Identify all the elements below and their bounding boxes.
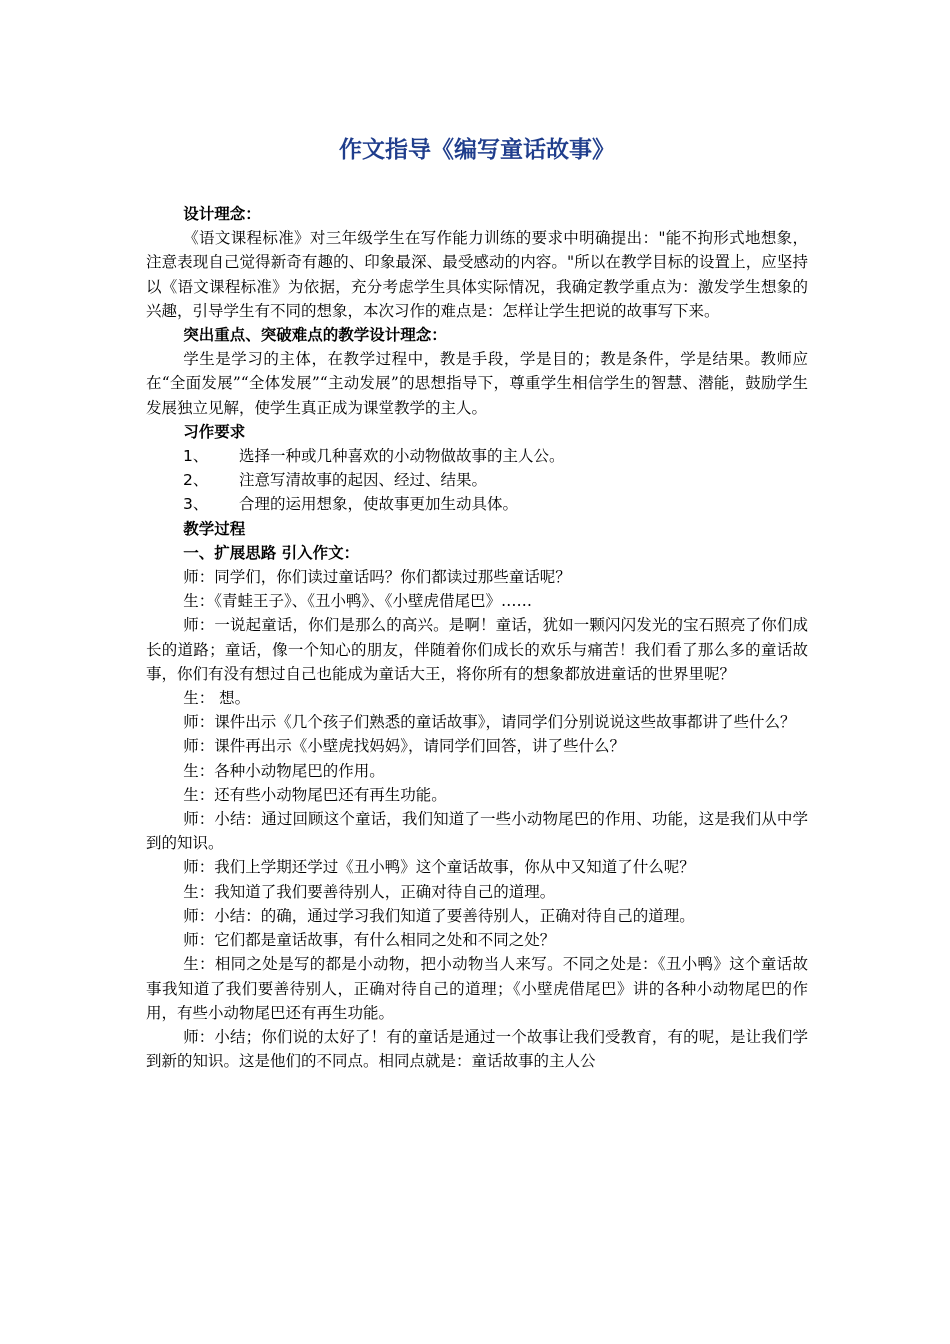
paragraph: 师：我们上学期还学过《丑小鸭》这个童话故事，你从中又知道了什么呢？ bbox=[183, 858, 695, 877]
requirement-text: 合理的运用想象，使故事更加生动具体。 bbox=[239, 495, 519, 514]
requirement-text: 注意写清故事的起因、经过、结果。 bbox=[239, 471, 488, 490]
paragraph: 师：课件出示《几个孩子们熟悉的童话故事》，请同学们分别说说这些故事都讲了些什么？ bbox=[183, 713, 796, 732]
paragraph: 师：小结：通过回顾这个童话，我们知道了一些小动物尾巴的作用、功能，这是我们从中学到的知识。 bbox=[146, 810, 808, 853]
paragraph: 生：各种小动物尾巴的作用。 bbox=[183, 761, 385, 780]
paragraph: 生：《青蛙王子》、《丑小鸭》、《小壁虎借尾巴》…… bbox=[183, 592, 532, 611]
section-heading: 设计理念： bbox=[183, 205, 261, 223]
paragraph: 师：课件再出示《小壁虎找妈妈》，请同学们回答，讲了些什么？ bbox=[183, 737, 625, 756]
paragraph: 生：相同之处是写的都是小动物，把小动物当人来写。不同之处是：《丑小鸭》这个童话故事我知道了我们要善待别人，正确对待自己的道理；《小壁虎借尾巴》讲的各种小动物尾巴的作用，有些小动物尾巴还有再生功能。 bbox=[146, 955, 808, 1022]
paragraph: 学生是学习的主体，在教学过程中，教是手段，学是目的；教是条件，学是结果。教师应在“全面发展”“全体发展”“主动发展”的思想指导下，尊重学生相信学生的智慧、潜能，鼓励学生发展独立见解，使学生真正成为课堂教学的主人。 bbox=[146, 350, 808, 417]
section-heading: 教学过程 bbox=[183, 519, 246, 538]
section-heading: 突出重点、突破难点的教学设计理念： bbox=[183, 326, 447, 345]
paragraph: 师：一说起童话，你们是那么的高兴。是啊！童话，犹如一颗闪闪发光的宝石照亮了你们成长的道路；童话，像一个知心的朋友，伴随着你们成长的欢乐与痛苦！我们看了那么多的童话故事，你们有没有想过自己也能成为童话大王，将你所有的想象都放进童话的世界里呢？ bbox=[146, 616, 808, 683]
document-title: 作文指导《编写童话故事》 bbox=[339, 137, 615, 163]
paragraph: 生： 想。 bbox=[183, 689, 251, 708]
requirement-number: 1、 bbox=[183, 447, 209, 466]
paragraph: 师：它们都是童话故事，有什么相同之处和不同之处？ bbox=[183, 931, 556, 950]
section-heading: 一、扩展思路 引入作文： bbox=[183, 543, 360, 562]
requirement-item bbox=[146, 492, 808, 516]
requirement-text: 选择一种或几种喜欢的小动物做故事的主人公。 bbox=[239, 447, 565, 466]
paragraph: 师：小结；你们说的太好了！有的童话是通过一个故事让我们受教育，有的呢，是让我们学到新的知识。这是他们的不同点。相同点就是：童话故事的主人公 bbox=[146, 1027, 808, 1071]
paragraph: 《语文课程标准》对三年级学生在写作能力训练的要求中明确提出："能不拘形式地想象，注意表现自己觉得新奇有趣的、印象最深、最受感动的内容。"所以在教学目标的设置上，应坚持以《语文课程标准》为依据，充分考虑学生具体实际情况，我确定教学重点为：激发学生想象的兴趣，引导学生有不同的想象，本次习作的难点是：怎样让学生把说的故事写下来。 bbox=[146, 229, 808, 320]
paragraph: 生：还有些小动物尾巴还有再生功能。 bbox=[183, 785, 447, 804]
paragraph: 生：我知道了我们要善待别人，正确对待自己的道理。 bbox=[183, 882, 556, 901]
requirement-number: 3、 bbox=[183, 495, 209, 514]
document-page bbox=[146, 130, 808, 1073]
document-body bbox=[146, 202, 808, 1073]
section-heading: 习作要求 bbox=[183, 422, 246, 441]
requirement-number: 2、 bbox=[183, 471, 209, 490]
paragraph: 师：小结：的确，通过学习我们知道了要善待别人，正确对待自己的道理。 bbox=[183, 906, 695, 925]
requirement-item bbox=[146, 444, 808, 468]
paragraph: 师：同学们，你们读过童话吗？你们都读过那些童话呢？ bbox=[183, 568, 571, 587]
requirement-item bbox=[146, 468, 808, 492]
